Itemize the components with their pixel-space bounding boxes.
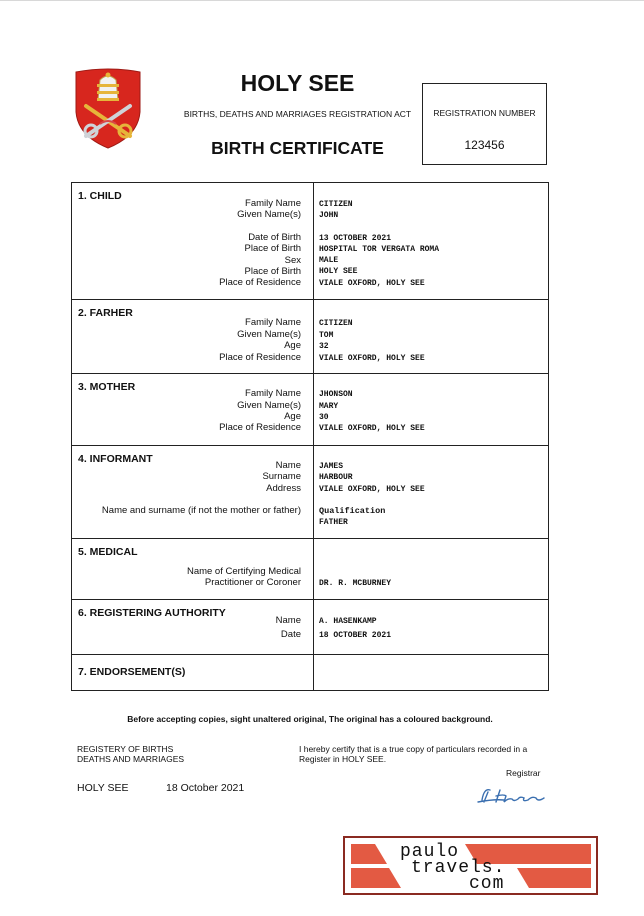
registrar-label: Registrar bbox=[506, 768, 541, 778]
father-residence: VIALE OXFORD, HOLY SEE bbox=[319, 354, 425, 363]
section-registering-authority bbox=[72, 599, 548, 654]
informant-qualification: FATHER bbox=[319, 518, 348, 527]
column-divider bbox=[313, 300, 314, 373]
authority-date: 18 OCTOBER 2021 bbox=[319, 631, 392, 640]
field-label: Family Name bbox=[245, 198, 301, 209]
section-informant bbox=[72, 445, 548, 538]
qualification-label: Qualification bbox=[319, 506, 386, 516]
child-place-of-birth: HOSPITAL TOR VERGATA ROMA bbox=[319, 245, 440, 254]
field-label: Date bbox=[280, 629, 301, 640]
field-label: Place of Residence bbox=[219, 352, 301, 363]
certification-line-1: I hereby certify that is a true copy of particulars recorded in a bbox=[299, 744, 528, 754]
field-label: Name and surname (if not the mother or father) bbox=[101, 505, 301, 516]
column-divider bbox=[313, 600, 314, 654]
column-divider bbox=[313, 374, 314, 445]
field-label: Age bbox=[284, 411, 301, 422]
footer-notice: Before accepting copies, sight unaltered original, The original has a coloured background. bbox=[127, 714, 493, 724]
field-label: Place of Birth bbox=[244, 243, 301, 254]
child-family-name: CITIZEN bbox=[319, 200, 353, 209]
section-title: 3. MOTHER bbox=[78, 381, 136, 393]
watermark-logo bbox=[343, 836, 598, 895]
registrar-signature bbox=[474, 782, 554, 808]
informant-address: VIALE OXFORD, HOLY SEE bbox=[319, 485, 425, 494]
field-label: Date of Birth bbox=[248, 232, 301, 243]
field-label: Given Name(s) bbox=[237, 400, 301, 411]
certification-line-2: Register in HOLY SEE. bbox=[299, 754, 387, 764]
logo-text-com: com bbox=[469, 874, 505, 894]
section-mother bbox=[72, 373, 548, 445]
father-given-names: TOM bbox=[319, 331, 334, 340]
child-given-names: JOHN bbox=[319, 211, 339, 220]
section-title: 5. MEDICAL bbox=[78, 546, 138, 558]
field-label: Given Name(s) bbox=[237, 329, 301, 340]
column-divider bbox=[313, 655, 314, 690]
field-label: Practitioner or Coroner bbox=[204, 577, 301, 588]
section-father bbox=[72, 299, 548, 373]
child-place-of-birth-2: HOLY SEE bbox=[319, 267, 358, 276]
field-label: Age bbox=[284, 340, 301, 351]
registry-line-1: REGISTERY OF BIRTHS bbox=[77, 744, 174, 754]
section-child bbox=[72, 183, 548, 299]
mother-given-names: MARY bbox=[319, 402, 339, 411]
field-label: Name bbox=[275, 615, 301, 626]
field-label: Surname bbox=[262, 471, 301, 482]
mother-residence: VIALE OXFORD, HOLY SEE bbox=[319, 424, 425, 433]
top-border-line bbox=[0, 0, 644, 1]
issue-date: 18 October 2021 bbox=[166, 782, 245, 794]
section-title: 2. FARHER bbox=[78, 307, 133, 319]
section-title: 4. INFORMANT bbox=[78, 453, 153, 465]
registration-label: REGISTRATION NUMBER bbox=[433, 108, 536, 118]
child-residence: VIALE OXFORD, HOLY SEE bbox=[319, 279, 425, 288]
child-date-of-birth: 13 OCTOBER 2021 bbox=[319, 234, 392, 243]
section-endorsements bbox=[72, 654, 548, 690]
mother-age: 30 bbox=[319, 413, 329, 422]
child-sex: MALE bbox=[319, 256, 339, 265]
registration-box bbox=[422, 83, 547, 165]
column-divider bbox=[313, 446, 314, 538]
father-age: 32 bbox=[319, 342, 329, 351]
field-label: Place of Birth bbox=[244, 266, 301, 277]
field-label: Place of Residence bbox=[219, 277, 301, 288]
field-label: Family Name bbox=[245, 388, 301, 399]
field-label: Name of Certifying Medical bbox=[186, 566, 301, 577]
section-title: 1. CHILD bbox=[78, 190, 122, 202]
holy-see-crest bbox=[72, 68, 144, 150]
logo-text-travels: travels. bbox=[411, 858, 506, 878]
issue-place: HOLY SEE bbox=[77, 782, 129, 794]
field-label: Given Name(s) bbox=[237, 209, 301, 220]
section-title: 7. ENDORSEMENT(S) bbox=[78, 666, 186, 678]
field-label: Address bbox=[266, 483, 301, 494]
informant-surname: HARBOUR bbox=[319, 473, 353, 482]
country-heading: HOLY SEE bbox=[240, 70, 355, 96]
registry-line-2: DEATHS AND MARRIAGES bbox=[77, 754, 185, 764]
registration-act: BIRTHS, DEATHS AND MARRIAGES REGISTRATION ACT bbox=[183, 109, 412, 119]
authority-name: A. HASENKAMP bbox=[319, 617, 377, 626]
field-label: Name bbox=[275, 460, 301, 471]
medical-certifier: DR. R. MCBURNEY bbox=[319, 579, 392, 588]
registration-number: 123456 bbox=[464, 138, 505, 152]
mother-family-name: JHONSON bbox=[319, 390, 353, 399]
document-title: BIRTH CERTIFICATE bbox=[211, 138, 384, 158]
field-label: Family Name bbox=[245, 317, 301, 328]
father-family-name: CITIZEN bbox=[319, 319, 353, 328]
field-label: Sex bbox=[284, 255, 301, 266]
section-medical bbox=[72, 538, 548, 599]
informant-name: JAMES bbox=[319, 462, 344, 471]
column-divider bbox=[313, 539, 314, 599]
section-title: 6. REGISTERING AUTHORITY bbox=[78, 607, 226, 619]
logo-text-paulo: paulo bbox=[400, 842, 460, 862]
field-label: Place of Residence bbox=[219, 422, 301, 433]
column-divider bbox=[313, 183, 314, 299]
certificate-sections bbox=[71, 182, 549, 691]
